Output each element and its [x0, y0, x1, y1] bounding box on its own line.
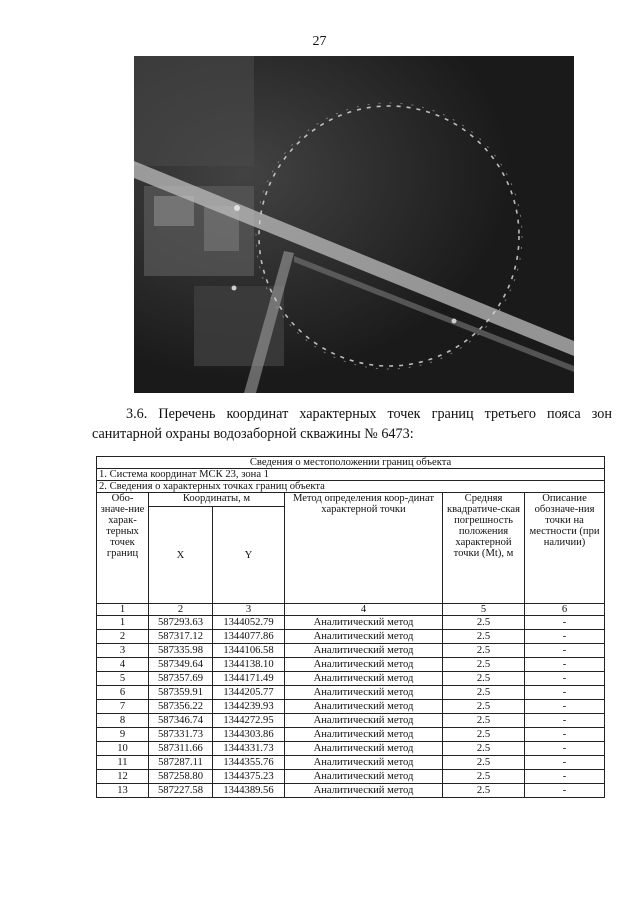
description-cell: -: [525, 644, 605, 658]
x-coordinate-cell: 587293.63: [149, 616, 213, 630]
table-row: [97, 616, 605, 630]
error-cell: 2.5: [443, 756, 525, 770]
column-number: 5: [443, 604, 525, 616]
y-coordinate-cell: 1344106.58: [213, 644, 285, 658]
x-coordinate-cell: 587258.80: [149, 770, 213, 784]
method-cell: Аналитический метод: [285, 672, 443, 686]
column-number: 1: [97, 604, 149, 616]
point-id-cell: 1: [97, 616, 149, 630]
description-cell: -: [525, 630, 605, 644]
x-coordinate-cell: 587311.66: [149, 742, 213, 756]
description-cell: -: [525, 686, 605, 700]
description-cell: -: [525, 700, 605, 714]
y-coordinate-cell: 1344052.79: [213, 616, 285, 630]
header-y: Y: [213, 507, 285, 604]
error-cell: 2.5: [443, 630, 525, 644]
table-row: [97, 784, 605, 798]
description-cell: -: [525, 770, 605, 784]
error-cell: 2.5: [443, 728, 525, 742]
y-coordinate-cell: 1344138.10: [213, 658, 285, 672]
table-row: [97, 644, 605, 658]
table-row: [97, 658, 605, 672]
error-cell: 2.5: [443, 686, 525, 700]
y-coordinate-cell: 1344331.73: [213, 742, 285, 756]
x-coordinate-cell: 587227.58: [149, 784, 213, 798]
error-cell: 2.5: [443, 700, 525, 714]
method-cell: Аналитический метод: [285, 728, 443, 742]
point-id-cell: 4: [97, 658, 149, 672]
heading-line-2: санитарной охраны водозаборной скважины № 6473:: [92, 426, 414, 442]
method-cell: Аналитический метод: [285, 714, 443, 728]
table-row: [97, 672, 605, 686]
method-cell: Аналитический метод: [285, 756, 443, 770]
x-coordinate-cell: 587359.91: [149, 686, 213, 700]
column-number: 2: [149, 604, 213, 616]
header-coordinates: Координаты, м: [149, 493, 285, 507]
table-row: [97, 756, 605, 770]
table-title: Сведения о местоположении границ объекта: [97, 457, 605, 469]
method-cell: Аналитический метод: [285, 616, 443, 630]
page-number: 27: [312, 34, 327, 49]
x-coordinate-cell: 587331.73: [149, 728, 213, 742]
well-point-marker: [234, 205, 240, 211]
table-row: [97, 742, 605, 756]
column-number: 6: [525, 604, 605, 616]
y-coordinate-cell: 1344303.86: [213, 728, 285, 742]
point-id-cell: 6: [97, 686, 149, 700]
header-method: Метод определения коор-динат характерной точки: [285, 493, 443, 604]
boundary-coordinates-table: [96, 456, 605, 798]
y-coordinate-cell: 1344171.49: [213, 672, 285, 686]
point-id-cell: 9: [97, 728, 149, 742]
description-cell: -: [525, 714, 605, 728]
table-body: [97, 616, 605, 798]
x-coordinate-cell: 587287.11: [149, 756, 213, 770]
table-row: [97, 728, 605, 742]
point-id-cell: 2: [97, 630, 149, 644]
table-row: [97, 686, 605, 700]
header-description: Описание обозначе-ния точки на местности (при наличии): [525, 493, 605, 604]
method-cell: Аналитический метод: [285, 644, 443, 658]
method-cell: Аналитический метод: [285, 742, 443, 756]
x-coordinate-cell: 587317.12: [149, 630, 213, 644]
column-number: 3: [213, 604, 285, 616]
description-cell: -: [525, 728, 605, 742]
x-coordinate-cell: 587356.22: [149, 700, 213, 714]
error-cell: 2.5: [443, 784, 525, 798]
heading-line-1: 3.6. Перечень координат характерных точек границ третьего пояса зон: [126, 406, 612, 422]
header-designation: Обо-значе-ние харак-терных точек границ: [97, 493, 149, 604]
description-cell: -: [525, 756, 605, 770]
y-coordinate-cell: 1344375.23: [213, 770, 285, 784]
point-id-cell: 12: [97, 770, 149, 784]
table-row: [97, 700, 605, 714]
method-cell: Аналитический метод: [285, 686, 443, 700]
aerial-map-image: [134, 56, 574, 393]
column-number: 4: [285, 604, 443, 616]
description-cell: -: [525, 672, 605, 686]
header-error: Средняя квадратиче-ская погрешность положения характерной точки (Mt), м: [443, 493, 525, 604]
x-coordinate-cell: 587349.64: [149, 658, 213, 672]
description-cell: -: [525, 616, 605, 630]
point-id-cell: 11: [97, 756, 149, 770]
error-cell: 2.5: [443, 658, 525, 672]
y-coordinate-cell: 1344272.95: [213, 714, 285, 728]
header-x: X: [149, 507, 213, 604]
coordinate-system-row: 1. Система координат МСК 23, зона 1: [97, 469, 605, 481]
y-coordinate-cell: 1344205.77: [213, 686, 285, 700]
error-cell: 2.5: [443, 770, 525, 784]
point-id-cell: 7: [97, 700, 149, 714]
table-row: [97, 714, 605, 728]
method-cell: Аналитический метод: [285, 700, 443, 714]
error-cell: 2.5: [443, 714, 525, 728]
description-cell: -: [525, 742, 605, 756]
table-row: [97, 630, 605, 644]
point-id-cell: 13: [97, 784, 149, 798]
point-id-cell: 8: [97, 714, 149, 728]
method-cell: Аналитический метод: [285, 784, 443, 798]
y-coordinate-cell: 1344389.56: [213, 784, 285, 798]
x-coordinate-cell: 587357.69: [149, 672, 213, 686]
point-id-cell: 3: [97, 644, 149, 658]
y-coordinate-cell: 1344355.76: [213, 756, 285, 770]
error-cell: 2.5: [443, 742, 525, 756]
table-row: [97, 770, 605, 784]
method-cell: Аналитический метод: [285, 658, 443, 672]
satellite-photo: [134, 56, 574, 393]
point-id-cell: 5: [97, 672, 149, 686]
point-id-cell: 10: [97, 742, 149, 756]
description-cell: -: [525, 658, 605, 672]
points-section-row: 2. Сведения о характерных точках границ объекта: [97, 481, 605, 493]
description-cell: -: [525, 784, 605, 798]
error-cell: 2.5: [443, 616, 525, 630]
error-cell: 2.5: [443, 644, 525, 658]
method-cell: Аналитический метод: [285, 770, 443, 784]
x-coordinate-cell: 587346.74: [149, 714, 213, 728]
y-coordinate-cell: 1344239.93: [213, 700, 285, 714]
error-cell: 2.5: [443, 672, 525, 686]
y-coordinate-cell: 1344077.86: [213, 630, 285, 644]
x-coordinate-cell: 587335.98: [149, 644, 213, 658]
section-heading: [92, 404, 612, 444]
method-cell: Аналитический метод: [285, 630, 443, 644]
